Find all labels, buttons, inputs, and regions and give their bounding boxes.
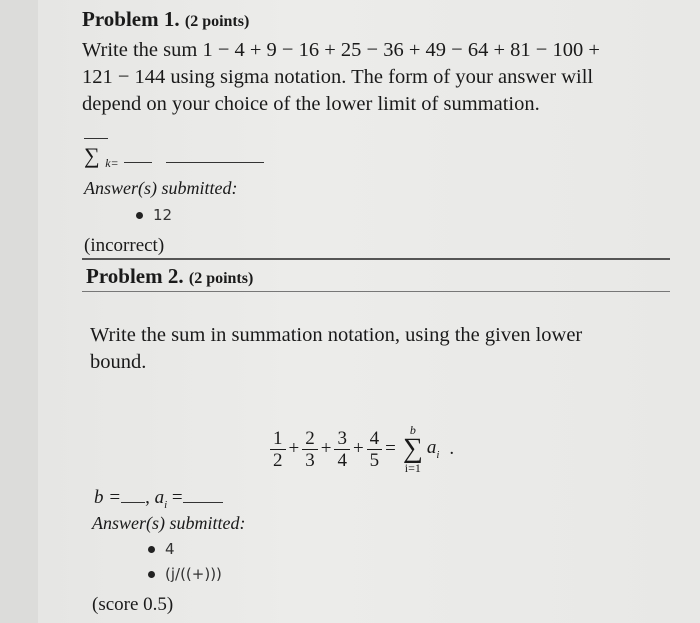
document-page	[38, 0, 700, 623]
problem-1-status: (incorrect)	[84, 235, 165, 256]
problem-1-heading: Problem 1.	[82, 7, 180, 31]
problem-1-answer-value: 12	[153, 206, 173, 224]
problem-2-blanks: b = , $a_i$ =	[94, 487, 223, 511]
a-equals: =	[171, 487, 183, 508]
problem-2-prompt-line-1: Write the sum in summation notation, using the given lower	[90, 324, 583, 346]
equation-period: .	[449, 438, 455, 459]
problem-1-title	[82, 7, 249, 32]
upper-bound: b	[409, 423, 416, 437]
problem-2-status: (score 0.5)	[92, 594, 174, 615]
plus-sign: +	[352, 438, 364, 459]
problem-2-title	[86, 264, 253, 289]
plus-sign: +	[288, 438, 300, 459]
fraction-3: $\frac{3}{4}$	[334, 429, 350, 470]
fraction-2: $\frac{2}{3}$	[302, 429, 318, 470]
problem-2-answer-b: 4	[165, 540, 175, 558]
problem-1-answer-item	[136, 206, 172, 224]
problem-2-heading: Problem 2.	[86, 264, 184, 288]
problem-1-prompt-line-1: Write the sum 1 − 4 + 9 − 16 + 25 − 36 + 49 − 64 + 81 − 100 +	[82, 39, 600, 61]
section-divider-bottom	[82, 291, 670, 292]
b-label: b =	[94, 487, 122, 508]
problem-1-prompt-line-2: 121 − 144 using sigma notation. The form of your answer will	[82, 66, 594, 88]
a-subscript: i	[164, 498, 168, 511]
summation-term: $a_i$	[426, 437, 440, 461]
equals-sign: =	[385, 438, 396, 459]
upper-limit-blank[interactable]	[84, 138, 108, 139]
a-input-blank[interactable]	[183, 502, 223, 503]
b-input-blank[interactable]	[121, 502, 145, 503]
plus-sign: +	[320, 438, 332, 459]
sum-expression-blank[interactable]	[166, 162, 264, 163]
problem-1-answers-heading: Answer(s) submitted:	[84, 178, 238, 198]
problem-1-prompt-line-3: depend on your choice of the lower limit of summation.	[82, 93, 540, 115]
problem-1-points: (2 points)	[184, 13, 250, 30]
problem-2-answer-item-1	[148, 540, 175, 558]
problem-2-answers-heading: Answer(s) submitted:	[92, 513, 246, 533]
a-label: a	[154, 487, 165, 508]
fraction-4: $\frac{4}{5}$	[367, 429, 383, 470]
bullet-icon	[148, 571, 155, 578]
sigma-icon: ∑	[402, 433, 423, 464]
lower-bound: i=1	[404, 461, 421, 475]
problem-2-answer-item-2	[148, 565, 222, 583]
lower-limit-blank[interactable]	[124, 162, 152, 163]
bullet-icon	[148, 546, 155, 553]
sigma-icon: ∑	[84, 143, 100, 168]
lower-limit-label: k=	[105, 156, 119, 170]
summation	[403, 424, 423, 474]
problem-2-points: (2 points)	[188, 270, 254, 287]
problem-1-sigma-input	[84, 143, 264, 169]
problem-2-answer-a: (j/((+)))	[165, 565, 222, 583]
bullet-icon	[136, 212, 143, 219]
problem-2-equation	[270, 424, 454, 474]
problem-2-prompt-line-2: bound.	[90, 351, 147, 373]
section-divider	[82, 258, 670, 260]
fraction-1: $\frac{1}{2}$	[270, 429, 286, 470]
